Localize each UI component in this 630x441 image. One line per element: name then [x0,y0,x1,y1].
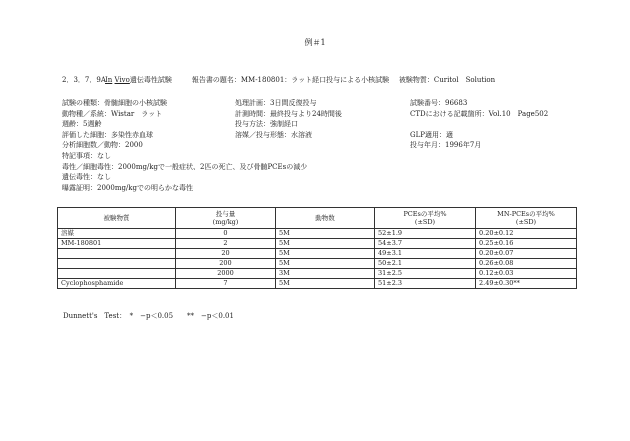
page-title: 例＃1 [304,38,326,47]
exposure-proof: 曝露証明：2000mg/kgでの明らかな毒性 [62,183,194,192]
cell-dose: 2 [176,239,276,249]
header-pce-sd: (±SD) [414,218,436,226]
cell-mnpce: 0.20±0.12 [476,229,577,239]
cell-mnpce: 0.26±0.08 [476,259,577,269]
treatment-schedule: 処理計画：3日間反復投与 [235,99,317,107]
dosing-date: 投与年月：1996年7月 [410,141,482,150]
table-row [58,279,577,289]
header-dose [176,208,276,229]
header-mnpce-label: MN-PCEsの平均% [497,209,555,218]
cell-pce: 54±3.7 [375,239,476,249]
study-number: 試験番号：96683 [410,99,468,107]
header-dose-unit: (mg/kg) [212,218,239,226]
analyzed-cell-count: 分析細胞数／動物：2000 [62,141,143,150]
administration-method: 投与方法：強制経口 [235,120,298,129]
cell-dose: 2000 [176,269,276,279]
species-strain: 動物種／系統：Wistar ラット [62,109,163,118]
footnote: Dunnett's Test： * −p＜0.05 ** −p＜0.01 [63,312,234,320]
glp-status: GLP適用：適 [410,130,453,139]
cell-substance [58,269,176,279]
cell-substance [58,259,176,269]
genotoxicity: 遺伝毒性：なし [62,173,111,182]
cell-pce: 52±1.9 [375,229,476,239]
cell-animals: 5M [276,249,375,259]
cell-substance: MM-180801 [58,239,176,249]
info-column-right [410,98,548,151]
header-mnpce [476,208,577,229]
header-test-name: 遺伝毒性試験 [129,76,172,84]
cell-dose: 200 [176,259,276,269]
header-animals: 動物数 [276,208,375,229]
table-row [58,269,577,279]
info-column-middle [235,98,342,140]
spacer [410,119,548,130]
cell-pce: 51±2.3 [375,279,476,289]
cell-dose: 20 [176,249,276,259]
header-line [62,75,582,85]
cell-mnpce: 0.12±0.03 [476,269,577,279]
cell-substance [58,249,176,259]
header-vivo: Vivo [114,76,130,84]
header-dose-label: 投与量 [215,209,236,218]
header-pce [375,208,476,229]
cell-mnpce: 2.49±0.30** [476,279,577,289]
table-row [58,239,577,249]
header-pce-label: PCEsの平均% [403,209,447,218]
age: 週齢：5週齢 [62,120,102,129]
table-row [58,249,577,259]
ctd-location: CTDにおける記載箇所：Vol.10 Page502 [410,109,549,118]
table-row [58,229,577,239]
cell-animals: 5M [276,259,375,269]
header-in: In [105,76,113,84]
cell-pce: 50±2.1 [375,259,476,269]
cell-dose: 7 [176,279,276,289]
table-header-row [58,208,577,229]
cell-mnpce: 0.25±0.16 [476,239,577,249]
cell-pce: 49±3.1 [375,249,476,259]
test-substance: 被験物質：Curitol Solution [398,76,496,84]
cell-animals: 5M [276,279,375,289]
toxicity: 毒性／細胞毒性：2000mg/kgで一般症状、2匹の死亡、及び骨髄PCEsの減少 [62,162,308,171]
cell-substance: 溶媒 [58,229,176,239]
cell-pce: 31±2.5 [375,269,476,279]
cell-animals: 5M [276,229,375,239]
measurement-time: 計測時間：最終投与より24時間後 [235,109,342,118]
header-substance: 被験物質 [58,208,176,229]
special-notes: 特記事項：なし [62,151,111,160]
cell-animals: 3M [276,269,375,279]
evaluated-cells: 評価した細胞：多染性赤血球 [62,130,153,139]
cell-substance: Cyclophosphamide [58,279,176,289]
table-row [58,259,577,269]
test-type: 試験の種類：骨髄細胞の小核試験 [62,99,167,107]
header-mnpce-sd: (±SD) [515,218,537,226]
vehicle-form: 溶媒／投与形態：水溶液 [235,130,312,139]
cell-dose: 0 [176,229,276,239]
report-title: 報告書の題名：MM-180801：ラット経口投与による小核試験 [191,76,390,84]
section-number: 2．3．7．9A [62,76,106,84]
cell-mnpce: 0.20±0.07 [476,249,577,259]
results-table [57,207,577,289]
cell-animals: 5M [276,239,375,249]
